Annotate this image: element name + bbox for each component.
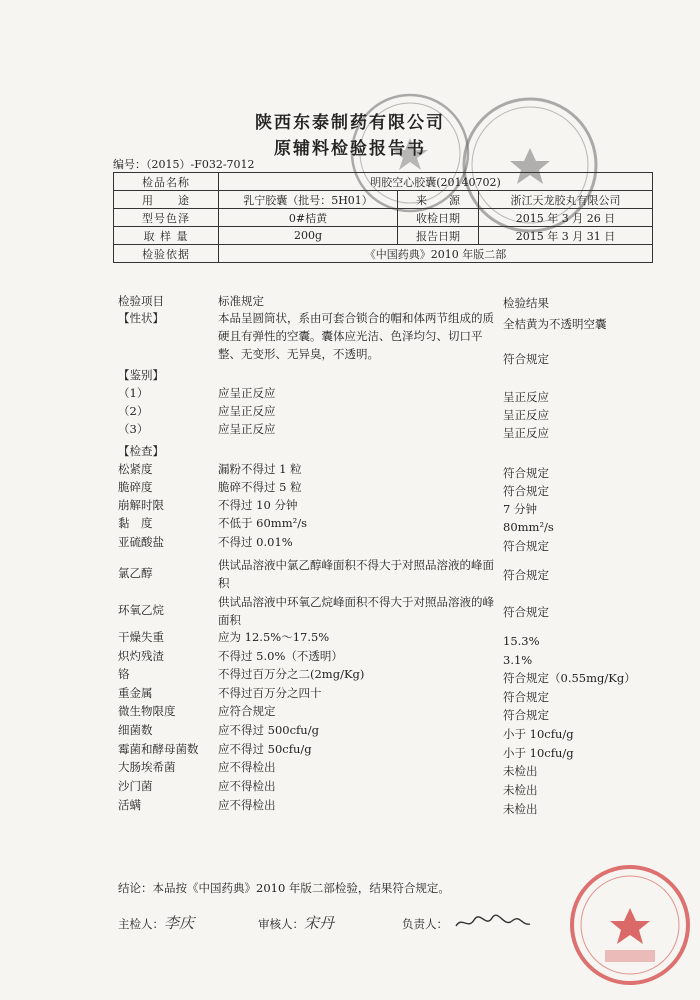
ident-item: （2） [118,404,149,418]
inspection-result: 符合规定 [503,539,549,553]
inspection-standard: 不得过 0.01% [218,535,293,549]
inspection-item: 微生物限度 [118,704,176,718]
sample-qty-value: 200g [219,227,398,245]
appearance-result-2: 符合规定 [503,352,549,366]
responsible-handwritten-signature [452,912,532,932]
inspection-result: 小于 10cfu/g [503,746,574,760]
ident-result: 呈正反应 [503,390,549,404]
spec-value: 0#桔黄 [219,209,398,227]
inspection-standard: 应不得检出 [218,760,276,774]
inspection-item: 脆碎度 [118,480,153,494]
sample-qty-label: 取 样 量 [114,227,219,245]
company-name: 陕西东泰制药有限公司 [255,113,445,133]
reviewer-label: 审核人： [258,917,304,931]
inspection-standard: 不得过百万分之四十 [218,686,322,700]
responsible-signature [402,912,532,932]
bottom-quality-seal [565,860,695,990]
inspection-result: 符合规定 [503,568,549,582]
use-value: 乳宁胶囊（批号：5H01） [219,191,398,209]
col-result-header: 检验结果 [503,296,549,310]
inspection-standard: 不得过百万分之二(2mg/Kg) [218,667,365,681]
received-date-value: 2015 年 3 月 26 日 [479,209,653,227]
report-title: 原辅料检验报告书 [274,139,426,159]
inspection-item: 崩解时限 [118,498,164,512]
conclusion: 结论：本品按《中国药典》2010 年版二部检验，结果符合规定。 [118,881,450,895]
received-date-label: 收检日期 [398,209,479,227]
inspection-item: 干燥失重 [118,630,164,644]
sample-name-value: 明胶空心胶囊(20140702) [219,173,653,191]
appearance-result-1: 全桔黄为不透明空囊 [503,317,607,331]
appearance-standard: 本品呈圆筒状，系由可套合锁合的帽和体两节组成的质硬且有弹性的空囊。囊体应光洁、色泽均匀、切口平整、无变形、无异臭，不透明。 [218,311,494,361]
inspection-result: 7 分钟 [503,502,537,516]
inspection-result: 符合规定 [503,484,549,498]
report-date-label: 报告日期 [398,227,479,245]
inspection-item: 霉菌和酵母菌数 [118,742,199,756]
inspection-result: 符合规定 [503,690,549,704]
inspection-standard: 应不得过 500cfu/g [218,723,319,737]
inspection-standard: 脆碎不得过 5 粒 [218,480,302,494]
ident-standard: 应呈正反应 [218,404,276,418]
inspection-result: 15.3% [503,634,540,648]
inspector-label: 主检人： [118,917,164,931]
inspector-name: 李庆 [164,914,195,932]
inspection-item: 松紧度 [118,462,153,476]
responsible-label: 负责人： [402,917,448,931]
spec-label: 型号色泽 [114,209,219,227]
inspection-result: 3.1% [503,653,533,667]
basis-label: 检验依据 [114,245,219,263]
report-date-value: 2015 年 3 月 31 日 [479,227,653,245]
use-label: 用 途 [114,191,219,209]
inspection-item: 大肠埃希菌 [118,760,176,774]
sample-name-label: 检品名称 [114,173,219,191]
reviewer-name: 宋丹 [304,914,335,932]
section-inspection: 【检查】 [118,444,164,458]
inspection-result: 符合规定 [503,605,549,619]
inspection-standard: 供试品溶液中氯乙醇峰面积不得大于对照品溶液的峰面积 [218,558,494,590]
inspection-standard: 应不得过 50cfu/g [218,742,312,756]
inspection-standard: 应不得检出 [218,798,276,812]
inspection-standard: 应符合规定 [218,704,276,718]
inspection-standard: 不得过 10 分钟 [218,498,298,512]
inspection-item: 环氧乙烷 [118,603,164,617]
inspection-item: 重金属 [118,686,153,700]
inspection-standard: 应为 12.5%～17.5% [218,630,330,644]
ident-result: 呈正反应 [503,426,549,440]
source-label: 来 源 [398,191,479,209]
ident-result: 呈正反应 [503,408,549,422]
sample-info-table [113,172,653,263]
source-value: 浙江天龙胶丸有限公司 [479,191,653,209]
ident-standard: 应呈正反应 [218,422,276,436]
inspection-result: 小于 10cfu/g [503,727,574,741]
inspection-result: 未检出 [503,783,538,797]
col-standard-header: 标准规定 [218,294,264,308]
inspection-result: 符合规定（0.55mg/Kg） [503,671,636,685]
inspection-item: 氯乙醇 [118,566,153,580]
document-number: 编号：（2015）-F032-7012 [113,158,255,171]
ident-item: （3） [118,422,149,436]
inspection-standard: 漏粉不得过 1 粒 [218,462,302,476]
inspection-item: 沙门菌 [118,779,153,793]
section-identification: 【鉴别】 [118,368,164,382]
inspection-item: 细菌数 [118,723,153,737]
inspection-result: 符合规定 [503,708,549,722]
inspection-standard: 应不得检出 [218,779,276,793]
inspection-standard: 供试品溶液中环氧乙烷峰面积不得大于对照品溶液的峰面积 [218,595,494,627]
reviewer-signature [258,912,334,933]
inspection-result: 未检出 [503,802,538,816]
inspection-result: 80mm²/s [503,520,554,534]
inspection-item: 炽灼残渣 [118,649,164,663]
inspection-item: 铬 [118,667,130,681]
inspector-signature [118,912,194,933]
inspection-result: 符合规定 [503,466,549,480]
inspection-result: 未检出 [503,764,538,778]
basis-value: 《中国药典》2010 年版二部 [219,245,653,263]
section-appearance: 【性状】 [118,311,164,325]
inspection-standard: 不得过 5.0%（不透明） [218,649,343,663]
ident-item: （1） [118,386,149,400]
inspection-item: 活螨 [118,798,141,812]
inspection-item: 亚硫酸盐 [118,535,164,549]
ident-standard: 应呈正反应 [218,386,276,400]
inspection-standard: 不低于 60mm²/s [218,516,307,530]
inspection-item: 黏 度 [118,516,153,530]
col-item-header: 检验项目 [118,294,164,308]
